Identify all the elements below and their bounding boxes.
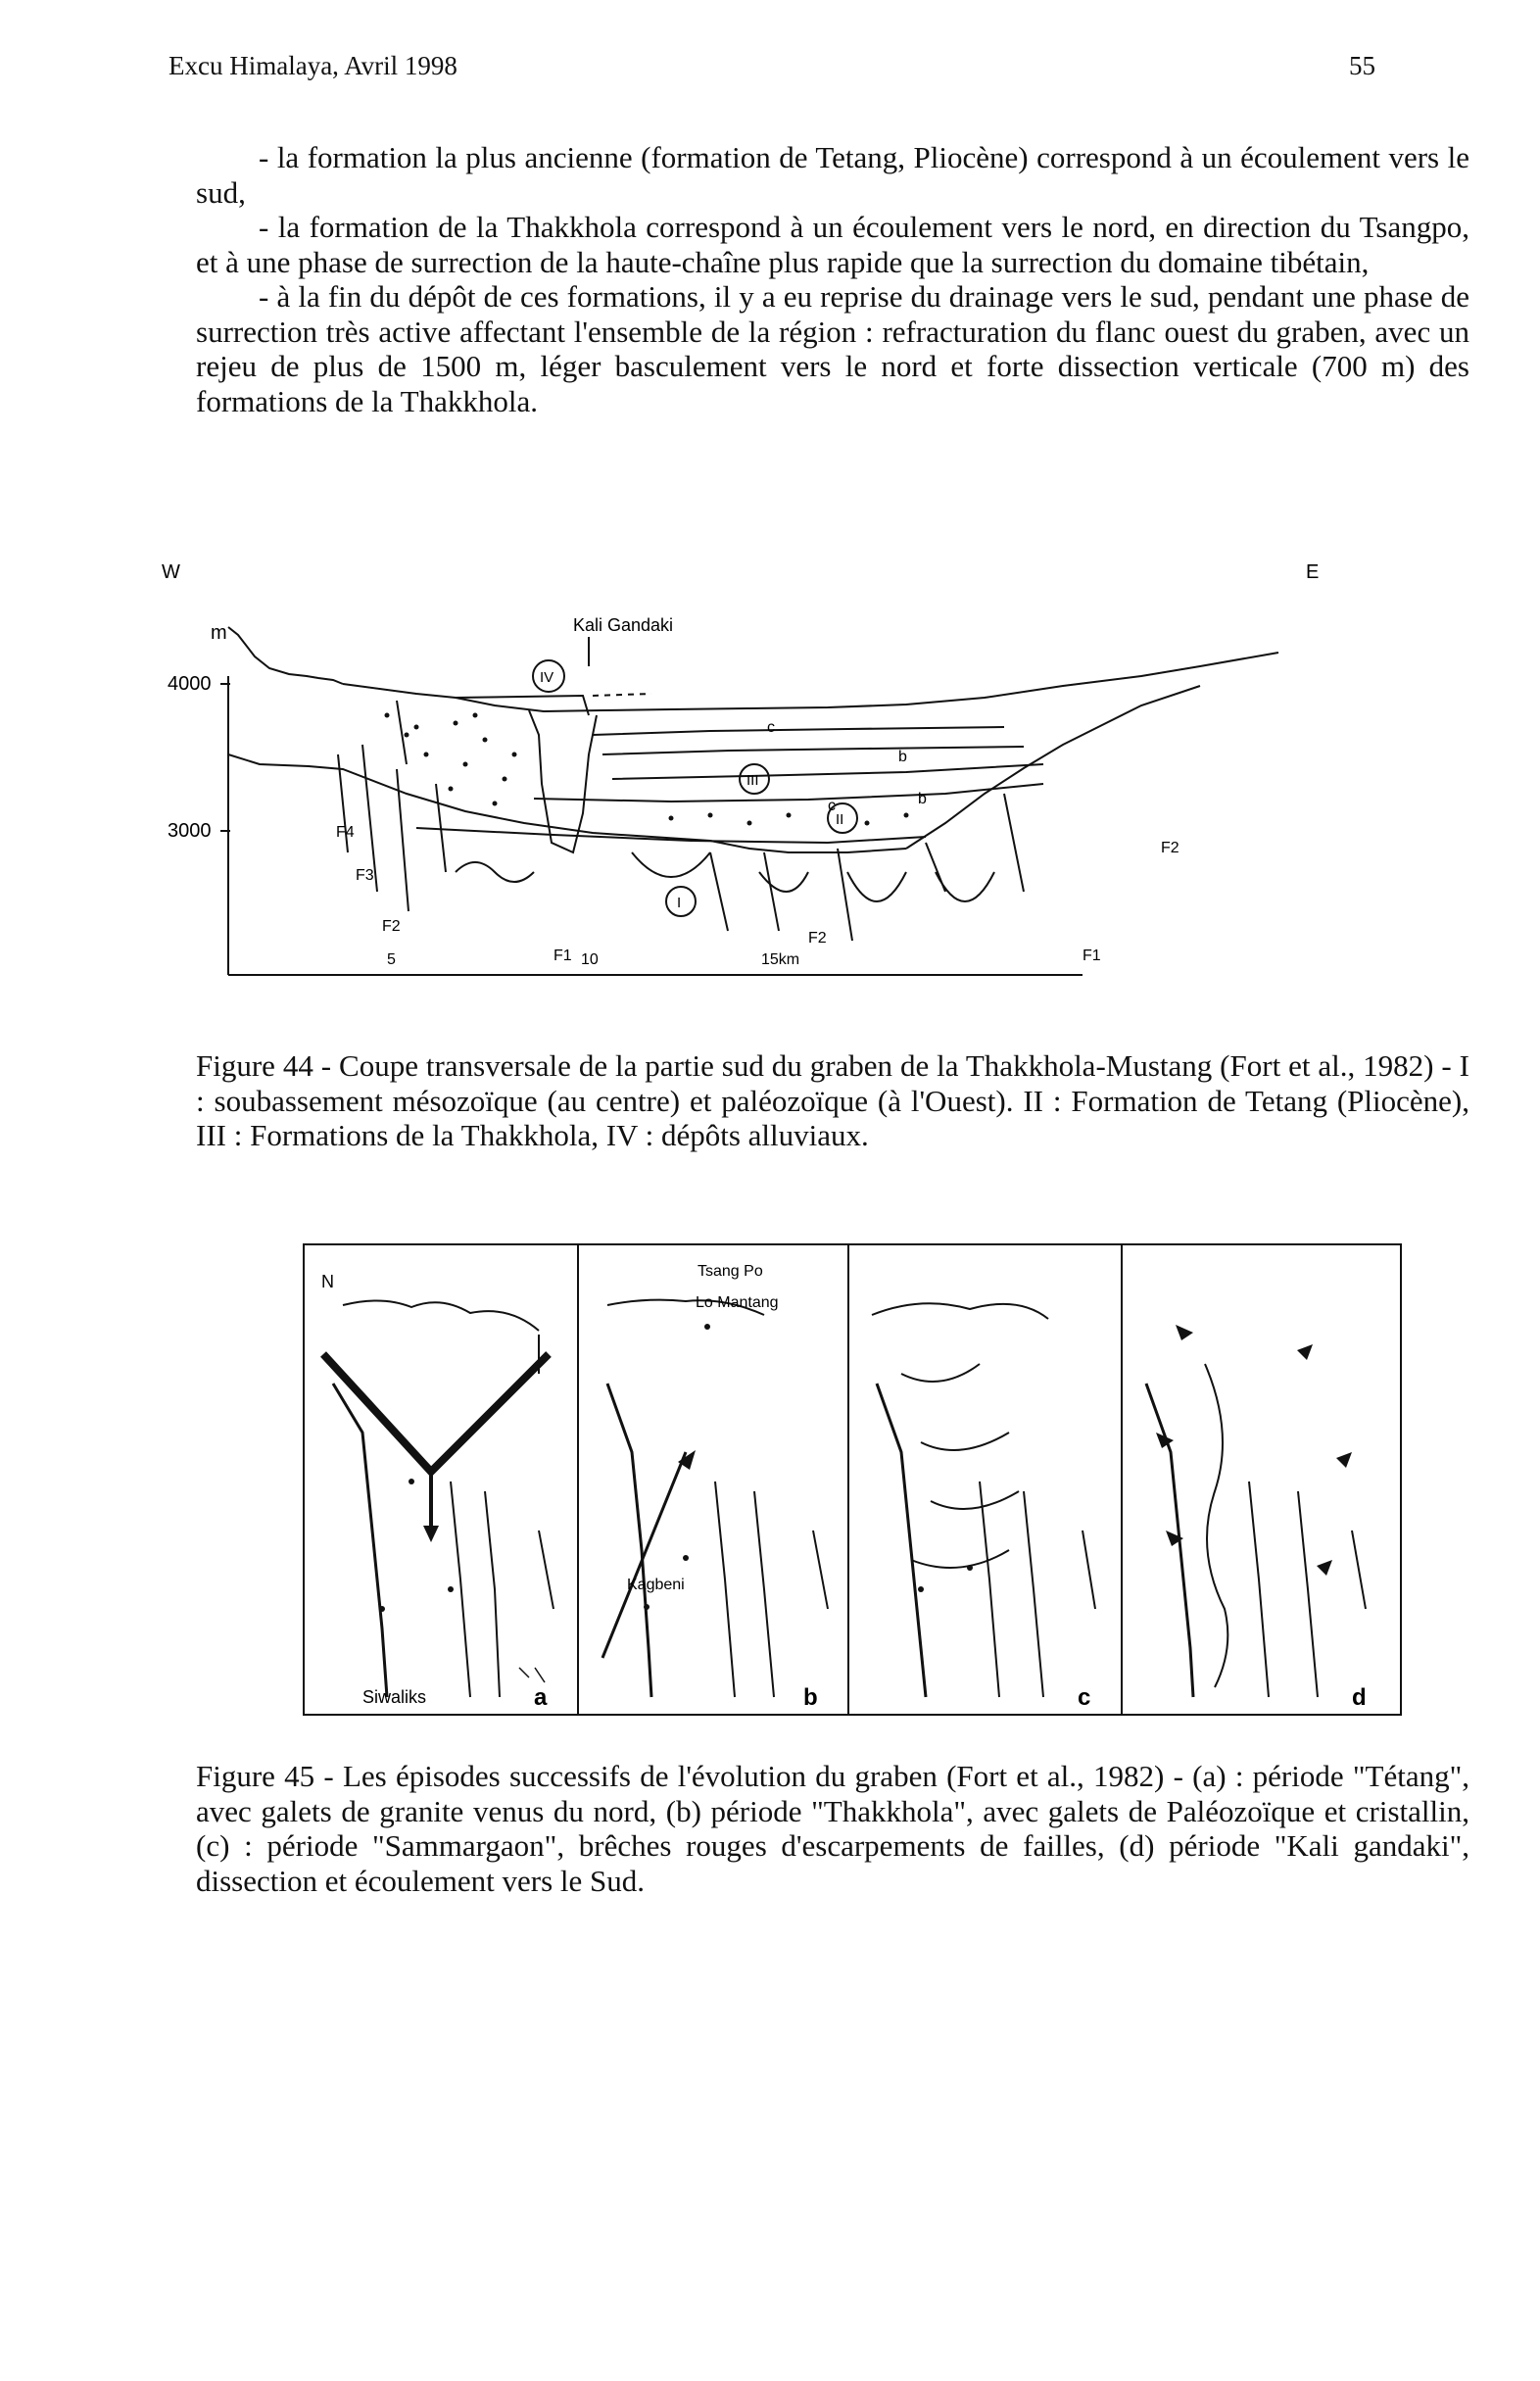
label-f2-center: F2	[808, 930, 827, 947]
label-unit-i: I	[677, 895, 682, 911]
label-east: E	[1306, 561, 1320, 583]
label-f2-west: F2	[382, 918, 401, 935]
label-f1-west: F1	[553, 948, 572, 964]
label-tsang-po: Tsang Po	[698, 1263, 763, 1280]
label-c-1: c	[767, 719, 775, 736]
figure-44-caption: Figure 44 - Coupe transversale de la partie sud du graben de la Thakkhola-Mustang (Fort et al., 1982) - I : soubassement mésozoïque (au centre) et paléozoïque (à l'Ouest). II : Formation de Tetang (Pliocène), III : Formations de la Thakkhola, IV : dépôts alluviaux.	[196, 1048, 1469, 1152]
label-m: m	[211, 622, 227, 644]
panel-letter-c: c	[1078, 1684, 1091, 1711]
figure-45-caption: Figure 45 - Les épisodes successifs de l'évolution du graben (Fort et al., 1982) - (a) : période "Tétang", avec galets de granite venus du nord, (b) période "Thakkhola", avec galets de Paléozoïque et cristallin, (c) : période "Sammargaon", brêches rouges d'escarpements de failles, (d) période "Kali gandaki", dissection et écoulement vers le Sud.	[196, 1759, 1469, 1898]
label-kali-gandaki: Kali Gandaki	[573, 615, 674, 635]
panel-letter-d: d	[1352, 1684, 1367, 1711]
label-lo-mantang: Lo Mantang	[696, 1294, 779, 1311]
label-f4: F4	[336, 824, 355, 841]
label-siwaliks: Siwaliks	[362, 1687, 427, 1707]
body-text	[196, 140, 1469, 418]
label-unit-ii: II	[836, 811, 844, 828]
label-15km: 15km	[761, 951, 800, 968]
label-4000: 4000	[168, 673, 212, 695]
label-b-2: b	[918, 791, 927, 807]
panel-letter-b: b	[803, 1684, 818, 1711]
panel-d	[1146, 1325, 1367, 1711]
north-label: N	[321, 1272, 334, 1291]
label-f2-east: F2	[1161, 840, 1179, 856]
running-header: Excu Himalaya, Avril 1998	[168, 51, 457, 80]
label-west: W	[162, 561, 180, 583]
bullet-tetang: - la formation la plus ancienne (formation de Tetang, Pliocène) correspond à un écoulement vers le sud,	[196, 140, 1469, 210]
label-f3: F3	[356, 867, 374, 884]
page-number: 55	[1349, 51, 1375, 80]
bullet-drainage: - à la fin du dépôt de ces formations, il y a eu reprise du drainage vers le sud, pendant une phase de surrection très active affectant l'ensemble de la région : refracturation du flanc ouest du graben, avec un rejeu de plus de 1500 m, léger basculement vers le nord et forte dissection verticale (700 m) des formations de la Thakkhola.	[196, 279, 1469, 418]
label-unit-iii: III	[746, 772, 759, 789]
label-f1-east: F1	[1083, 948, 1101, 964]
label-kagbeni: Kagbeni	[627, 1577, 685, 1593]
panel-a	[321, 1272, 553, 1711]
panel-letter-a: a	[534, 1684, 548, 1711]
label-b-1: b	[898, 749, 907, 765]
label-unit-iv: IV	[540, 669, 554, 686]
label-c-2: c	[828, 798, 836, 814]
label-5: 5	[387, 951, 396, 968]
figure-45-panels	[294, 1237, 1469, 1717]
label-10: 10	[581, 951, 599, 968]
panel-b	[602, 1263, 828, 1711]
bullet-thakkhola: - la formation de la Thakkhola correspond à un écoulement vers le nord, en direction du Tsangpo, et à une phase de surrection de la haute-chaîne plus rapide que la surrection du domaine tibétain,	[196, 210, 1469, 279]
label-3000: 3000	[168, 820, 212, 842]
figure-44-cross-section	[162, 559, 1455, 999]
panel-c	[872, 1303, 1095, 1711]
